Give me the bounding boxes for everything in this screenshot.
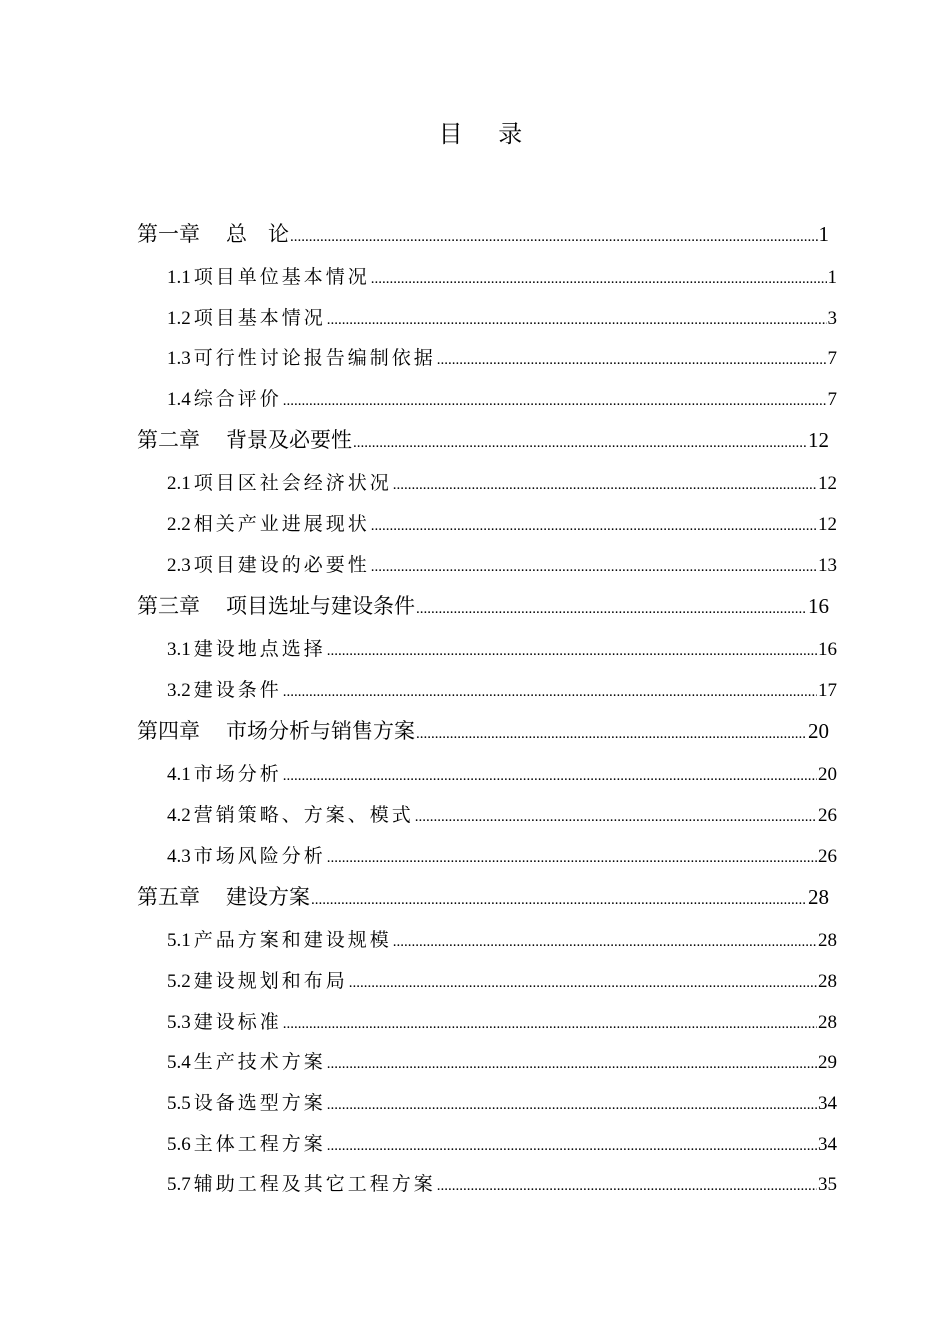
toc-section-entry[interactable]: [167, 634, 837, 661]
dot-leader: [371, 271, 827, 288]
toc-entry-number: 5.7: [167, 1174, 191, 1195]
toc-entry-title: 生产技术方案: [193, 1051, 326, 1073]
toc-section-entry[interactable]: [167, 1088, 837, 1115]
toc-page-number: 35: [818, 1174, 837, 1195]
toc-entry-number: 第一章: [137, 222, 200, 246]
toc-entry-title: 项目建设的必要性: [193, 554, 370, 576]
toc-section-entry[interactable]: [167, 800, 837, 827]
toc-entry-title: 辅助工程及其它工程方案: [193, 1173, 436, 1195]
toc-entry-title: 相关产业进展现状: [193, 513, 370, 535]
toc-entry-number: 2.1: [167, 473, 191, 494]
toc-page-number: 28: [818, 971, 837, 992]
toc-section-entry[interactable]: [167, 1047, 837, 1074]
toc-section-entry[interactable]: [167, 925, 837, 952]
dot-leader: [327, 312, 827, 329]
toc-entry-label: [167, 509, 370, 536]
toc-entry-label: [167, 1007, 282, 1034]
toc-entry-title: 产品方案和建设规模: [193, 929, 392, 951]
toc-page-number: 12: [808, 428, 829, 452]
toc-entry-title: 建设条件: [193, 679, 282, 701]
toc-chapter-entry[interactable]: [137, 715, 829, 745]
toc-entry-number: 1.3: [167, 348, 191, 369]
toc-entry-number: 第四章: [137, 719, 200, 743]
toc-chapter-entry[interactable]: [137, 590, 829, 620]
dot-leader: [283, 1016, 817, 1033]
toc-page-number: 16: [818, 639, 837, 660]
toc-entry-label: [137, 715, 415, 745]
toc-page-number: 12: [818, 514, 837, 535]
dot-leader: [283, 684, 817, 701]
toc-section-entry[interactable]: [167, 1129, 837, 1156]
toc-entry-number: 3.2: [167, 680, 191, 701]
toc-entry-label: [167, 759, 282, 786]
toc-section-entry[interactable]: [167, 966, 837, 993]
toc-entry-label: [167, 675, 282, 702]
toc-page-number: 17: [818, 680, 837, 701]
toc-entry-number: 第五章: [137, 885, 200, 909]
toc-section-entry[interactable]: [167, 343, 837, 370]
toc-entry-number: 1.2: [167, 308, 191, 329]
toc-page-number: 12: [818, 473, 837, 494]
toc-entry-label: [167, 1047, 326, 1074]
toc-entry-label: [167, 343, 436, 370]
toc-entry-label: [137, 424, 352, 454]
toc-section-entry[interactable]: [167, 759, 837, 786]
dot-leader: [327, 1138, 817, 1155]
toc-section-entry[interactable]: [167, 1169, 837, 1196]
dot-leader: [327, 1097, 817, 1114]
toc-entry-label: [137, 590, 415, 620]
dot-leader: [393, 934, 817, 951]
toc-entry-label: [167, 925, 392, 952]
toc-section-entry[interactable]: [167, 468, 837, 495]
toc-page-number: 16: [808, 594, 829, 618]
toc-page-number: 7: [827, 389, 837, 410]
dot-leader: [283, 393, 827, 410]
toc-entry-title: 建设规划和布局: [193, 970, 348, 992]
dot-leader: [283, 768, 817, 785]
toc-entry-label: [167, 384, 282, 411]
dot-leader: [416, 726, 807, 743]
dot-leader: [416, 601, 807, 618]
toc-page-number: 7: [827, 348, 837, 369]
toc-entry-number: 3.1: [167, 639, 191, 660]
dot-leader: [371, 518, 817, 535]
toc-entry-number: 1.4: [167, 389, 191, 410]
toc-entry-number: 5.4: [167, 1052, 191, 1073]
toc-entry-label: [167, 303, 326, 330]
toc-entry-number: 5.1: [167, 930, 191, 951]
toc-entry-number: 第三章: [137, 594, 200, 618]
toc-section-entry[interactable]: [167, 509, 837, 536]
dot-leader: [437, 352, 827, 369]
toc-entry-label: [137, 881, 310, 911]
toc-entry-label: [167, 800, 414, 827]
toc-section-entry[interactable]: [167, 550, 837, 577]
toc-page-number: 34: [818, 1134, 837, 1155]
toc-entry-title: 建设方案: [226, 885, 310, 909]
dot-leader: [415, 809, 817, 826]
dot-leader: [349, 975, 817, 992]
toc-entry-title: 市场分析: [193, 763, 282, 785]
dot-leader: [353, 435, 807, 452]
toc-entry-number: 5.3: [167, 1012, 191, 1033]
toc-entry-title: 市场风险分析: [193, 845, 326, 867]
toc-entry-number: 5.6: [167, 1134, 191, 1155]
toc-entry-title: 项目单位基本情况: [193, 266, 370, 288]
toc-entry-label: [167, 262, 370, 289]
toc-entry-title: 综合评价: [193, 388, 282, 410]
toc-entry-number: 4.1: [167, 764, 191, 785]
toc-page-number: 26: [818, 805, 837, 826]
dot-leader: [371, 559, 817, 576]
toc-entry-title: 背景及必要性: [226, 428, 352, 452]
toc-page-number: 20: [818, 764, 837, 785]
toc-entry-title: 营销策略、方案、模式: [193, 804, 414, 826]
toc-chapter-entry[interactable]: [137, 881, 829, 911]
toc-section-entry[interactable]: [167, 841, 837, 868]
toc-page-number: 1: [818, 222, 829, 246]
toc-entry-label: [167, 1129, 326, 1156]
toc-entry-title: 总 论: [226, 222, 289, 246]
toc-section-entry[interactable]: [167, 675, 837, 702]
toc-entry-label: [167, 468, 392, 495]
toc-page-number: 3: [827, 308, 837, 329]
toc-entry-label: [167, 1088, 326, 1115]
dot-leader: [327, 850, 817, 867]
toc-page-number: 28: [818, 930, 837, 951]
toc-entry-label: [167, 841, 326, 868]
toc-entry-number: 4.3: [167, 846, 191, 867]
toc-entry-number: 2.2: [167, 514, 191, 535]
toc-entry-number: 5.5: [167, 1093, 191, 1114]
toc-chapter-entry[interactable]: [137, 218, 829, 248]
dot-leader: [327, 643, 817, 660]
toc-entry-title: 建设标准: [193, 1011, 282, 1033]
toc-entry-title: 项目区社会经济状况: [193, 472, 392, 494]
toc-page-number: 26: [818, 846, 837, 867]
toc-section-entry[interactable]: [167, 303, 837, 330]
page-title: 目 录: [438, 120, 537, 148]
toc-page-number: 20: [808, 719, 829, 743]
toc-section-entry[interactable]: [167, 1007, 837, 1034]
toc-entry-number: 2.3: [167, 555, 191, 576]
toc-page-number: 1: [827, 267, 837, 288]
dot-leader: [290, 229, 818, 246]
toc-page-number: 29: [818, 1052, 837, 1073]
toc-entry-title: 建设地点选择: [193, 638, 326, 660]
toc-page-number: 34: [818, 1093, 837, 1114]
dot-leader: [437, 1178, 817, 1195]
toc-entry-label: [167, 1169, 436, 1196]
toc-chapter-entry[interactable]: [137, 424, 829, 454]
toc-entry-label: [167, 966, 348, 993]
toc-entry-number: 1.1: [167, 267, 191, 288]
toc-entry-title: 主体工程方案: [193, 1133, 326, 1155]
dot-leader: [393, 477, 817, 494]
dot-leader: [311, 892, 807, 909]
toc-page-number: 28: [808, 885, 829, 909]
toc-entry-number: 第二章: [137, 428, 200, 452]
toc-entry-label: [137, 218, 289, 248]
toc-page-number: 28: [818, 1012, 837, 1033]
toc-entry-title: 设备选型方案: [193, 1092, 326, 1114]
toc-entry-title: 市场分析与销售方案: [226, 719, 415, 743]
toc-section-entry[interactable]: [167, 384, 837, 411]
toc-entry-label: [167, 550, 370, 577]
toc-section-entry[interactable]: [167, 262, 837, 289]
toc-entry-title: 项目选址与建设条件: [226, 594, 415, 618]
toc-entry-number: 5.2: [167, 971, 191, 992]
toc-entry-title: 可行性讨论报告编制依据: [193, 347, 436, 369]
toc-entry-number: 4.2: [167, 805, 191, 826]
toc-entry-label: [167, 634, 326, 661]
toc-entry-title: 项目基本情况: [193, 307, 326, 329]
dot-leader: [327, 1056, 817, 1073]
toc-page-number: 13: [818, 555, 837, 576]
